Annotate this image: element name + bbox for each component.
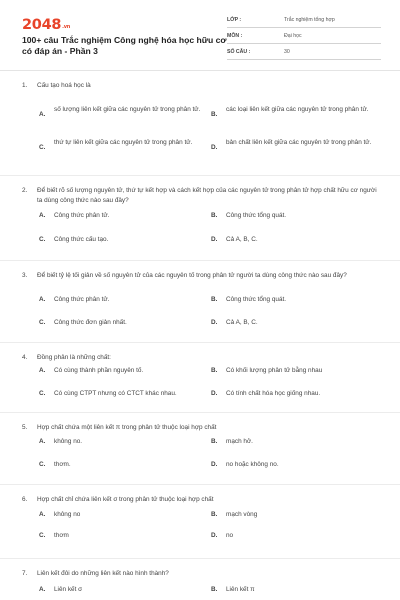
question-2: 2. Để biết rõ số lượng nguyên tử, thứ tự kết hợp và cách kết hợp của các nguyên tử trong phân tử hợp chất hữu cơ người ta dùng công thức nào sau đây? A. Công thức phân tử. B. Công thức tổng quát. C. Công thức cấu tạo. D. Cả A, B, C.: [0, 176, 400, 261]
logo-sub: .vn: [62, 24, 70, 30]
meta-row-subject: [227, 31, 381, 44]
question-number: 2.: [22, 187, 28, 194]
question-number: 7.: [22, 570, 28, 577]
question-7: 7. Liên kết đôi do những liên kết nào hình thành? A. Liên kết σ B. Liên kết π: [0, 559, 400, 600]
question-number: 1.: [22, 82, 28, 89]
site-logo[interactable]: [22, 17, 70, 35]
option-a[interactable]: A. số lượng liên kết giữa các nguyên tử trong phân tử.: [39, 106, 201, 118]
question-number: 5.: [22, 424, 28, 431]
option-c[interactable]: C. thứ tự liên kết giữa các nguyên tử trong phân tử.: [39, 139, 193, 151]
question-4: 4. Đồng phân là những chất: A. Có cùng thành phần nguyên tố. B. Có khối lượng phân tử bằng nhau C. Có cùng CTPT nhưng có CTCT khác nhau. D. Có tính chất hóa học giống nhau.: [0, 343, 400, 413]
question-5: 5. Hợp chất chứa một liên kết π trong phân tử thuộc loại hợp chất A. không no. B. mạch hở. C. thơm. D. no hoặc không no.: [0, 413, 400, 485]
question-number: 4.: [22, 354, 28, 361]
page-header: [0, 0, 400, 66]
meta-row-count: [227, 47, 381, 60]
question-6: 6. Hợp chất chỉ chứa liên kết σ trong phân tử thuộc loại hợp chất A. không no B. mạch vòng C. thơm D. no: [0, 485, 400, 559]
question-number: 3.: [22, 272, 28, 279]
question-1: [0, 71, 400, 176]
question-text: Hợp chất chứa một liên kết π trong phân tử thuộc loại hợp chất: [37, 424, 217, 431]
question-number: 6.: [22, 496, 28, 503]
meta-label: MÔN :: [227, 33, 243, 39]
question-text: Hợp chất chỉ chứa liên kết σ trong phân tử thuộc loại hợp chất: [37, 496, 214, 503]
question-3: 3. Để biết tỷ lệ tối giản về số nguyên tử của các nguyên tố trong phân tử người ta dùng công thức nào sau đây? A. Công thức phân tử. B. Công thức tổng quát. C. Công thức đơn giản nhất. D. Cả A, B, C.: [0, 261, 400, 343]
meta-info: [227, 15, 381, 63]
question-text: Để biết tỷ lệ tối giản về số nguyên tử của các nguyên tố trong phân tử người ta dùng công thức nào sau đây?: [37, 272, 347, 279]
meta-value: 30: [284, 49, 290, 55]
meta-label: LỚP :: [227, 17, 242, 23]
meta-label: SỐ CÂU :: [227, 49, 251, 55]
question-text: Để biết rõ số lượng nguyên tử, thứ tự kết hợp và cách kết hợp của các nguyên tử trong phân tử hợp chất hữu cơ người ta dùng công thức nào sau đây?: [37, 187, 377, 204]
logo-main: 2048: [22, 17, 62, 33]
page-title: 100+ câu Trắc nghiệm Công nghệ hóa học hữu cơ có đáp án - Phần 3: [22, 35, 227, 56]
question-text: Đồng phân là những chất:: [37, 354, 111, 361]
option-d[interactable]: D. bản chất liên kết giữa các nguyên tử trong phân tử.: [211, 139, 372, 151]
meta-value: Đại học: [284, 33, 302, 39]
question-text: Cấu tạo hoá học là: [37, 82, 91, 89]
meta-value: Trắc nghiệm tổng hợp: [284, 17, 335, 23]
question-text: Liên kết đôi do những liên kết nào hình thành?: [37, 570, 169, 577]
meta-row-class: [227, 15, 381, 28]
option-b[interactable]: B. các loại liên kết giữa các nguyên tử trong phân tử.: [211, 106, 369, 118]
